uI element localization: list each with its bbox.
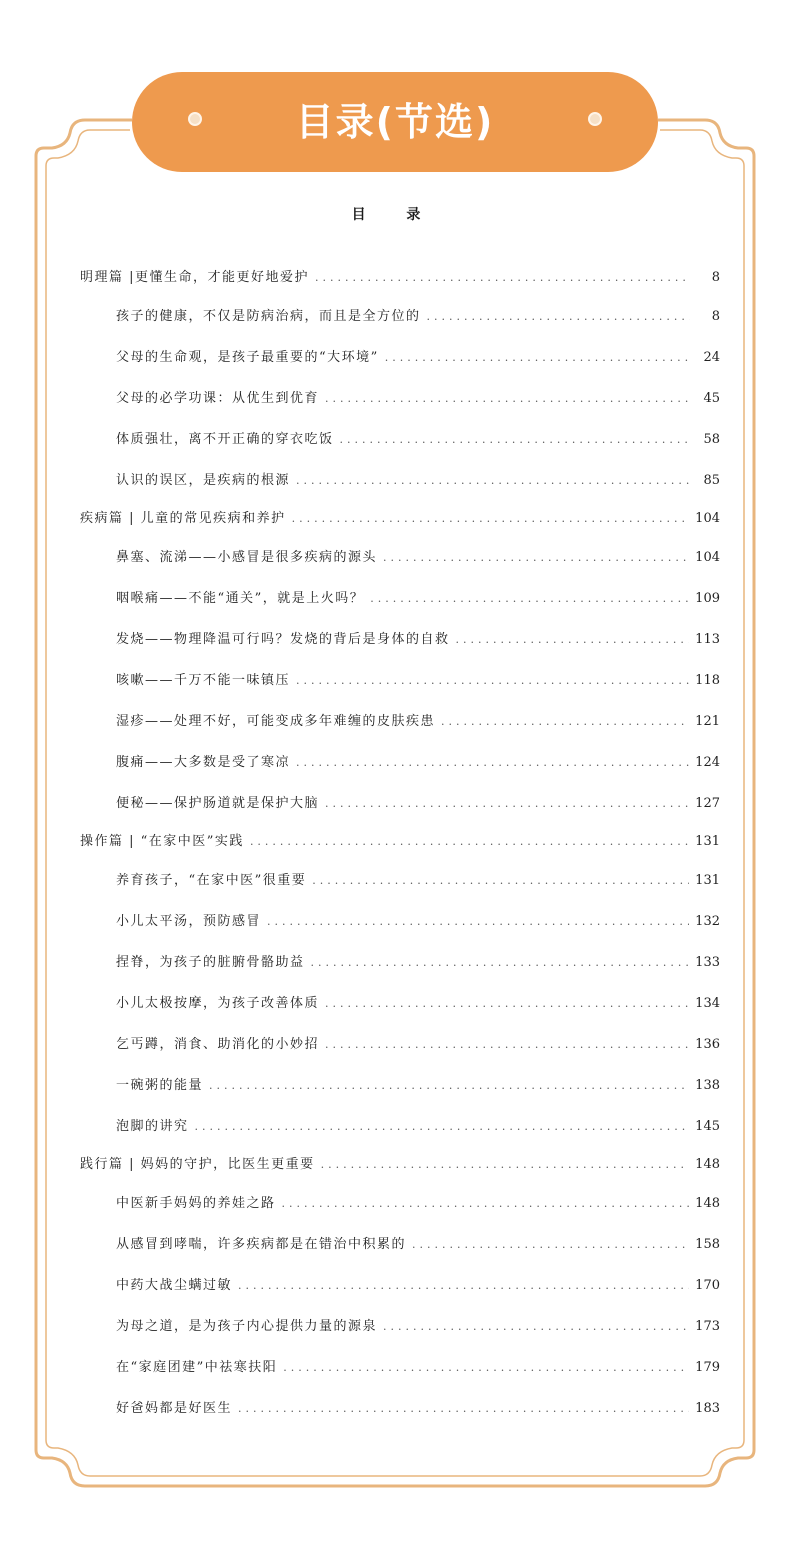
- toc-page-number: 158: [695, 1237, 720, 1252]
- toc-page-number: 124: [695, 755, 720, 770]
- page-title: 目 录: [351, 207, 439, 223]
- toc-leader-dots: [283, 1347, 689, 1388]
- toc-entry-row[interactable]: [80, 296, 720, 337]
- toc-page-number: 113: [695, 632, 720, 647]
- toc-entry-row[interactable]: [80, 1265, 720, 1306]
- toc-page-number: 104: [695, 550, 720, 565]
- toc-entry-title: 好爸妈都是好医生: [116, 1401, 233, 1416]
- toc-entry-row[interactable]: [80, 901, 720, 942]
- toc-leader-dots: [296, 460, 690, 501]
- toc-entry-row[interactable]: [80, 1347, 720, 1388]
- toc-section-row[interactable]: [80, 501, 720, 537]
- toc-entry-title: 父母的生命观，是孩子最重要的“大环境”: [116, 350, 379, 365]
- toc-leader-dots: [321, 1147, 690, 1183]
- toc-leader-dots: [292, 501, 690, 537]
- toc-leader-dots: [238, 1265, 689, 1306]
- toc-leader-dots: [250, 824, 689, 860]
- toc-leader-dots: [195, 1106, 690, 1147]
- toc-leader-dots: [383, 1306, 689, 1347]
- toc-entry-title: 乞丐蹲，消食、助消化的小妙招: [116, 1037, 320, 1052]
- toc-entry-row[interactable]: [80, 742, 720, 783]
- toc-page-number: 173: [695, 1319, 720, 1334]
- toc-page-number: 85: [703, 473, 720, 488]
- toc-entry-title: 践行篇 | 妈妈的守护，比医生更重要: [80, 1157, 315, 1172]
- toc-leader-dots: [282, 1183, 690, 1224]
- toc-leader-dots: [441, 701, 689, 742]
- toc-page-number: 8: [711, 270, 720, 285]
- toc-leader-dots: [325, 983, 689, 1024]
- toc-entry-title: 中药大战尘螨过敏: [116, 1278, 233, 1293]
- toc-leader-dots: [296, 660, 689, 701]
- toc-entry-row[interactable]: [80, 660, 720, 701]
- toc-leader-dots: [315, 260, 690, 296]
- toc-page-number: 134: [695, 996, 720, 1011]
- toc-entry-title: 小儿太极按摩，为孩子改善体质: [116, 996, 320, 1011]
- toc-leader-dots: [209, 1065, 689, 1106]
- toc-leader-dots: [325, 1024, 689, 1065]
- toc-page-number: 104: [695, 511, 720, 526]
- toc-entry-title: 腹痛——大多数是受了寒凉: [116, 755, 291, 770]
- toc-entry-title: 体质强壮，离不开正确的穿衣吃饭: [116, 432, 334, 447]
- toc-entry-row[interactable]: [80, 378, 720, 419]
- title-banner: [132, 72, 658, 172]
- toc-leader-dots: [238, 1388, 689, 1429]
- toc-page-number: 170: [695, 1278, 720, 1293]
- toc-leader-dots: [267, 901, 689, 942]
- toc-page-number: 183: [695, 1401, 720, 1416]
- toc-leader-dots: [312, 860, 689, 901]
- toc-entry-row[interactable]: [80, 783, 720, 824]
- toc-page-number: 179: [695, 1360, 720, 1375]
- toc-entry-row[interactable]: [80, 1183, 720, 1224]
- toc-leader-dots: [383, 537, 689, 578]
- toc-entry-title: 在“家庭团建”中祛寒扶阳: [116, 1360, 278, 1375]
- toc-entry-title: 发烧——物理降温可行吗？发烧的背后是身体的自救: [116, 632, 450, 647]
- toc-page-number: 8: [711, 309, 720, 324]
- toc-section-row[interactable]: [80, 260, 720, 296]
- toc-page-number: 24: [703, 350, 720, 365]
- toc-leader-dots: [340, 419, 690, 460]
- toc-entry-title: 便秘——保护肠道就是保护大脑: [116, 796, 320, 811]
- toc-entry-title: 明理篇 |更懂生命，才能更好地爱护: [80, 270, 310, 285]
- toc-leader-dots: [325, 378, 690, 419]
- toc-leader-dots: [325, 783, 689, 824]
- toc-leader-dots: [311, 942, 690, 983]
- toc-entry-row[interactable]: [80, 860, 720, 901]
- right-dot-icon: [588, 112, 602, 126]
- banner-title: 目录(节选): [295, 100, 495, 144]
- toc-leader-dots: [385, 337, 690, 378]
- toc-entry-row[interactable]: [80, 578, 720, 619]
- toc-page-number: 148: [695, 1157, 720, 1172]
- toc-page-number: 45: [703, 391, 720, 406]
- toc-entry-row[interactable]: [80, 619, 720, 660]
- toc-entry-row[interactable]: [80, 419, 720, 460]
- toc-entry-row[interactable]: [80, 701, 720, 742]
- toc-entry-title: 鼻塞、流涕——小感冒是很多疾病的源头: [116, 550, 378, 565]
- toc-entry-row[interactable]: [80, 337, 720, 378]
- toc-page-number: 136: [695, 1037, 720, 1052]
- toc-page-number: 132: [695, 914, 720, 929]
- toc-leader-dots: [427, 296, 690, 337]
- toc-leader-dots: [412, 1224, 689, 1265]
- toc-entry-row[interactable]: [80, 1106, 720, 1147]
- toc-entry-title: 泡脚的讲究: [116, 1119, 189, 1134]
- toc-entry-title: 从感冒到哮喘，许多疾病都是在错治中积累的: [116, 1237, 407, 1252]
- toc-entry-title: 为母之道，是为孩子内心提供力量的源泉: [116, 1319, 378, 1334]
- toc-entry-row[interactable]: [80, 1224, 720, 1265]
- toc-entry-title: 湿疹——处理不好，可能变成多年难缠的皮肤疾患: [116, 714, 436, 729]
- toc-entry-row[interactable]: [80, 460, 720, 501]
- toc-entry-title: 认识的误区，是疾病的根源: [116, 473, 291, 488]
- toc-section-row[interactable]: [80, 824, 720, 860]
- toc-entry-row[interactable]: [80, 1388, 720, 1429]
- toc-entry-row[interactable]: [80, 1024, 720, 1065]
- toc-leader-dots: [456, 619, 690, 660]
- toc-page-number: 131: [695, 873, 720, 888]
- toc-entry-title: 咳嗽——千万不能一味镇压: [116, 673, 291, 688]
- toc-page-number: 121: [695, 714, 720, 729]
- toc-entry-title: 操作篇 | “在家中医”实践: [80, 834, 244, 849]
- toc-page-number: 131: [695, 834, 720, 849]
- toc-page-number: 127: [695, 796, 720, 811]
- table-of-contents: [80, 260, 720, 1429]
- toc-page-number: 133: [695, 955, 720, 970]
- toc-entry-title: 中医新手妈妈的养娃之路: [116, 1196, 276, 1211]
- toc-entry-row[interactable]: [80, 1065, 720, 1106]
- toc-entry-row[interactable]: [80, 942, 720, 983]
- toc-entry-row[interactable]: [80, 537, 720, 578]
- toc-entry-title: 孩子的健康，不仅是防病治病，而且是全方位的: [116, 309, 421, 324]
- toc-leader-dots: [370, 578, 689, 619]
- toc-entry-title: 疾病篇 | 儿童的常见疾病和养护: [80, 511, 286, 526]
- toc-entry-title: 养育孩子，“在家中医”很重要: [116, 873, 307, 888]
- toc-page-number: 109: [695, 591, 720, 606]
- toc-entry-title: 父母的必学功课：从优生到优育: [116, 391, 320, 406]
- toc-page-number: 138: [695, 1078, 720, 1093]
- toc-page-number: 145: [695, 1119, 720, 1134]
- toc-page-number: 118: [695, 673, 720, 688]
- toc-entry-title: 一碗粥的能量: [116, 1078, 204, 1093]
- toc-entry-title: 小儿太平汤，预防感冒: [116, 914, 262, 929]
- toc-entry-row[interactable]: [80, 983, 720, 1024]
- toc-leader-dots: [296, 742, 689, 783]
- toc-entry-row[interactable]: [80, 1306, 720, 1347]
- toc-page-number: 148: [695, 1196, 720, 1211]
- toc-page-number: 58: [703, 432, 720, 447]
- toc-section-row[interactable]: [80, 1147, 720, 1183]
- toc-entry-title: 捏脊，为孩子的脏腑骨骼助益: [116, 955, 305, 970]
- toc-entry-title: 咽喉痛——不能“通关”，就是上火吗？: [116, 591, 365, 606]
